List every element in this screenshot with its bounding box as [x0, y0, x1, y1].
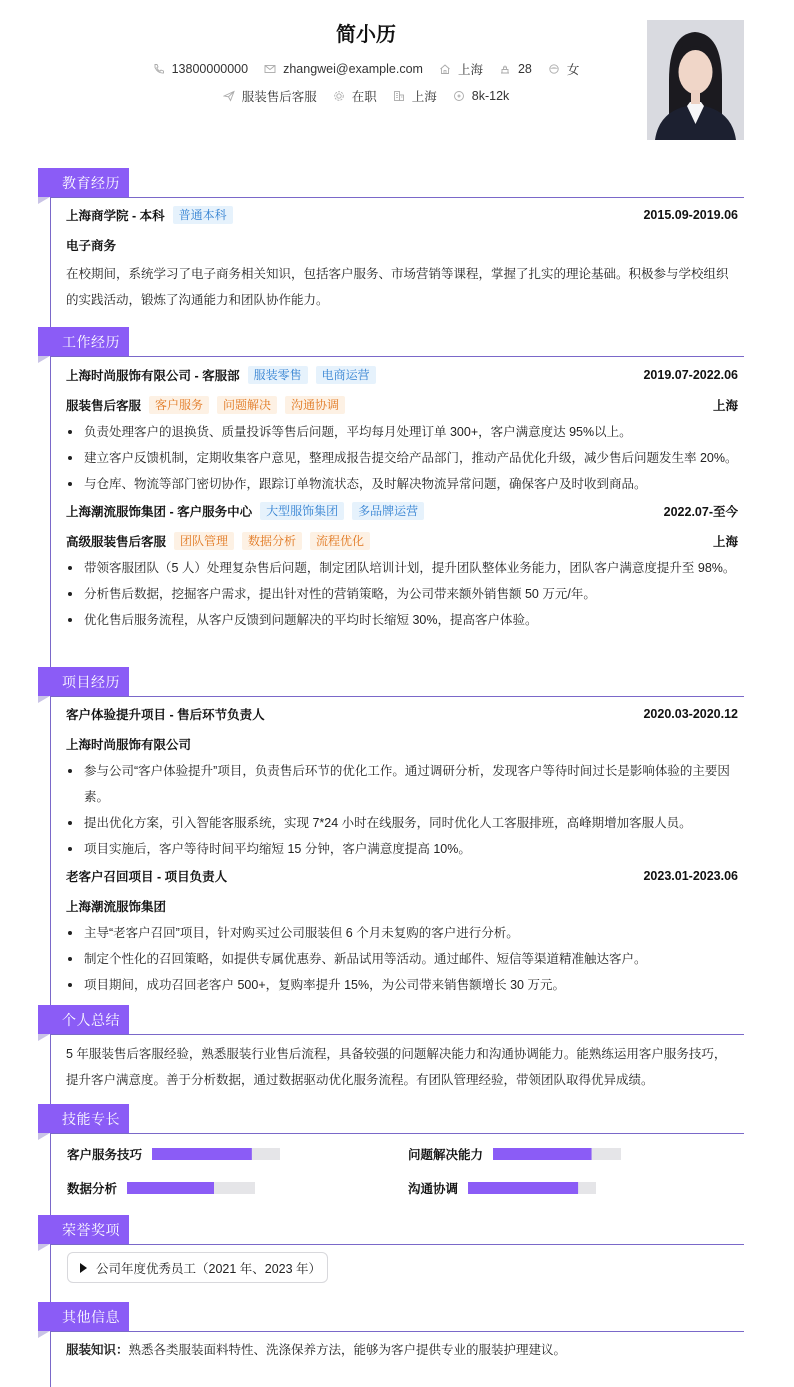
- other-section: [66, 1337, 738, 1363]
- work-date: 2019.07-2022.06: [643, 368, 738, 382]
- bullet-item: 制定个性化的召回策略，如提供专属优惠券、新品试用等活动。通过邮件、短信等渠道精准触达客户。: [66, 946, 738, 972]
- bullet-item: 与仓库、物流等部门密切协作，跟踪订单物流状态，及时解决物流异常问题，确保客户及时收到商品。: [66, 471, 738, 497]
- summary-section: [66, 1041, 738, 1093]
- resume-header: [0, 0, 794, 160]
- work-location: 上海: [712, 399, 738, 413]
- other-text: 熟悉各类服装面料特性、洗涤保养方法，能够为客户提供专业的服装护理建议。: [128, 1343, 567, 1357]
- education-description: 在校期间，系统学习了电子商务相关知识，包括客户服务、市场营销等课程，掌握了扎实的理论基础。积极参与学校组织的实践活动，锻炼了沟通能力和团队协作能力。: [66, 267, 729, 307]
- skill-bar: [493, 1148, 621, 1160]
- intention-city: [393, 87, 437, 105]
- section-header-projects: [38, 667, 744, 697]
- contact-city: [439, 60, 483, 78]
- summary-text: 5 年服装售后客服经验，熟悉服装行业售后流程，具备较强的问题解决能力和沟通协调能力。能熟练运用客户服务技巧，提升客户满意度。善于分析数据，通过数据驱动优化服务流程。有团队管理经验，带领团队取得优异成绩。: [66, 1047, 727, 1087]
- bullet-item: 项目实施后，客户等待时间平均缩短 15 分钟，客户满意度提高 10%。: [66, 836, 738, 862]
- skill-bar-fill: [127, 1182, 214, 1194]
- company-tag: 多品牌运营: [352, 502, 424, 520]
- section-title: 项目经历: [38, 667, 129, 696]
- role-tag: 客户服务: [149, 396, 209, 414]
- work-location: 上海: [712, 535, 738, 549]
- status-icon: [333, 90, 345, 102]
- school-name: 上海商学院 - 本科: [66, 209, 165, 223]
- school-tag: 普通本科: [173, 206, 233, 224]
- section-divider: [50, 356, 744, 357]
- skill-bar: [152, 1148, 280, 1160]
- phone-icon: [153, 63, 165, 75]
- contact-gender: [548, 60, 580, 78]
- bullet-item: 优化售后服务流程，从客户反馈到问题解决的平均时长缩短 30%，提高客户体验。: [66, 607, 738, 633]
- project-bullets: [66, 920, 738, 998]
- phone-text: 13800000000: [171, 62, 249, 76]
- bullet-item: 提出优化方案，引入智能客服系统，实现 7*24 小时在线服务，同时优化人工客服排班，高峰期增加客服人员。: [66, 810, 738, 836]
- company-name: 上海时尚服饰有限公司 - 客服部: [66, 369, 240, 383]
- project-header-row: [66, 866, 738, 886]
- section-header-work: [38, 327, 744, 357]
- project-bullets: [66, 758, 738, 862]
- intention-salary: [453, 89, 510, 103]
- work-bullets: [66, 555, 738, 633]
- skill-bar-fill: [468, 1182, 578, 1194]
- skill-bar: [127, 1182, 255, 1194]
- city-text: 上海: [457, 63, 483, 77]
- candidate-name: 简小历: [336, 24, 396, 46]
- skill-item: [408, 1179, 596, 1197]
- work-section: [66, 365, 738, 633]
- skill-name: 数据分析: [67, 1182, 118, 1196]
- company-tag: 电商运营: [316, 366, 376, 384]
- other-label: 服装知识：: [66, 1343, 129, 1357]
- project-item: [66, 866, 738, 998]
- intention-status: [333, 87, 377, 105]
- section-divider: [50, 1034, 744, 1035]
- section-header-education: [38, 168, 744, 198]
- major: 电子商务: [66, 239, 117, 253]
- section-divider: [50, 696, 744, 697]
- intention-position: [223, 87, 317, 105]
- skill-bar-fill: [493, 1148, 592, 1160]
- award-item[interactable]: [67, 1252, 328, 1283]
- mail-icon: [264, 63, 276, 75]
- email-text: zhangwei@example.com: [283, 62, 423, 76]
- contact-email: [264, 62, 423, 76]
- section-title: 个人总结: [38, 1005, 129, 1034]
- company-tag: 大型服饰集团: [260, 502, 344, 520]
- work-item: [66, 501, 738, 633]
- skill-bar: [468, 1182, 596, 1194]
- award-text: 公司年度优秀员工（2021 年、2023 年）: [96, 1261, 322, 1276]
- role-tag: 团队管理: [174, 532, 234, 550]
- salary-text: 8k-12k: [471, 89, 510, 103]
- section-title: 教育经历: [38, 168, 129, 197]
- other-info: [66, 1337, 738, 1363]
- company-name: 上海潮流服饰集团 - 客户服务中心: [66, 505, 253, 519]
- bullet-item: 主导“老客户召回”项目，针对购买过公司服装但 6 个月未复购的客户进行分析。: [66, 920, 738, 946]
- project-date: 2023.01-2023.06: [643, 869, 738, 883]
- company-row: [66, 365, 738, 385]
- bullet-item: 负责处理客户的退换货、质量投诉等售后问题，平均每月处理订单 300+，客户满意度达 95%以上。: [66, 419, 738, 445]
- age-text: 28: [517, 62, 532, 76]
- contact-phone: [153, 62, 248, 76]
- skill-item: [67, 1179, 255, 1197]
- skill-item: [67, 1145, 280, 1163]
- section-header-summary: [38, 1005, 744, 1035]
- section-title: 工作经历: [38, 327, 129, 356]
- project-company: 上海时尚服饰有限公司: [66, 738, 192, 752]
- role-tag: 流程优化: [310, 532, 370, 550]
- projects-section: [66, 704, 738, 998]
- project-date: 2020.03-2020.12: [643, 707, 738, 721]
- expand-triangle-icon: [80, 1263, 87, 1273]
- intention-row: [0, 87, 732, 105]
- major-row: [66, 235, 738, 255]
- role-name: 高级服装售后客服: [66, 535, 167, 549]
- section-divider: [50, 1244, 744, 1245]
- bullet-item: 带领客服团队（5 人）处理复杂售后问题，制定团队培训计划，提升团队整体业务能力，团队客户满意度提升至 98%。: [66, 555, 738, 581]
- project-company-row: [66, 896, 738, 916]
- contact-age: [499, 62, 532, 76]
- position-text: 服装售后客服: [241, 90, 317, 104]
- role-row: [66, 395, 738, 415]
- role-name: 服装售后客服: [66, 399, 142, 413]
- gender-icon: [548, 63, 560, 75]
- skill-name: 客户服务技巧: [67, 1148, 143, 1162]
- bullet-item: 分析售后数据，挖掘客户需求，提出针对性的营销策略，为公司带来额外销售额 50 万元/年。: [66, 581, 738, 607]
- work-item: [66, 365, 738, 497]
- profile-photo: [647, 20, 744, 140]
- section-header-other: [38, 1302, 744, 1332]
- bullet-item: 参与公司“客户体验提升”项目，负责售后环节的优化工作。通过调研分析，发现客户等待时间过长是影响体验的主要因素。: [66, 758, 738, 810]
- section-title: 其他信息: [38, 1302, 129, 1331]
- bullet-item: 项目期间，成功召回老客户 500+，复购率提升 15%，为公司带来销售额增长 30 万元。: [66, 972, 738, 998]
- company-row: [66, 501, 738, 521]
- timeline-line: [50, 196, 51, 1387]
- project-item: [66, 704, 738, 862]
- project-name: 老客户召回项目 - 项目负责人: [66, 870, 228, 884]
- section-divider: [50, 1133, 744, 1134]
- education-section: [66, 205, 738, 313]
- work-date: 2022.07-至今: [663, 505, 738, 519]
- education-header-row: [66, 205, 738, 225]
- intention-city-text: 上海: [411, 90, 437, 104]
- section-header-skills: [38, 1104, 744, 1134]
- company-tag: 服装零售: [248, 366, 308, 384]
- home-icon: [439, 63, 451, 75]
- skill-name: 沟通协调: [408, 1182, 459, 1196]
- section-divider: [50, 197, 744, 198]
- work-bullets: [66, 419, 738, 497]
- send-icon: [223, 90, 235, 102]
- role-tag: 问题解决: [217, 396, 277, 414]
- role-tag: 数据分析: [242, 532, 302, 550]
- status-text: 在职: [351, 90, 377, 104]
- bullet-item: 建立客户反馈机制，定期收集客户意见，整理成报告提交给产品部门，推动产品优化升级，减少售后问题发生率 20%。: [66, 445, 738, 471]
- gender-text: 女: [566, 63, 580, 77]
- skill-bar-fill: [152, 1148, 252, 1160]
- contact-row: [0, 60, 732, 78]
- role-tag: 沟通协调: [285, 396, 345, 414]
- project-company-row: [66, 734, 738, 754]
- section-header-awards: [38, 1215, 744, 1245]
- education-date: 2015.09-2019.06: [643, 208, 738, 222]
- salary-icon: [453, 90, 465, 102]
- age-icon: [499, 63, 511, 75]
- section-title: 技能专长: [38, 1104, 129, 1133]
- role-row: [66, 531, 738, 551]
- project-name: 客户体验提升项目 - 售后环节负责人: [66, 708, 265, 722]
- building-icon: [393, 90, 405, 102]
- project-header-row: [66, 704, 738, 724]
- skill-name: 问题解决能力: [408, 1148, 484, 1162]
- section-divider: [50, 1331, 744, 1332]
- skill-item: [408, 1145, 621, 1163]
- project-company: 上海潮流服饰集团: [66, 900, 167, 914]
- section-title: 荣誉奖项: [38, 1215, 129, 1244]
